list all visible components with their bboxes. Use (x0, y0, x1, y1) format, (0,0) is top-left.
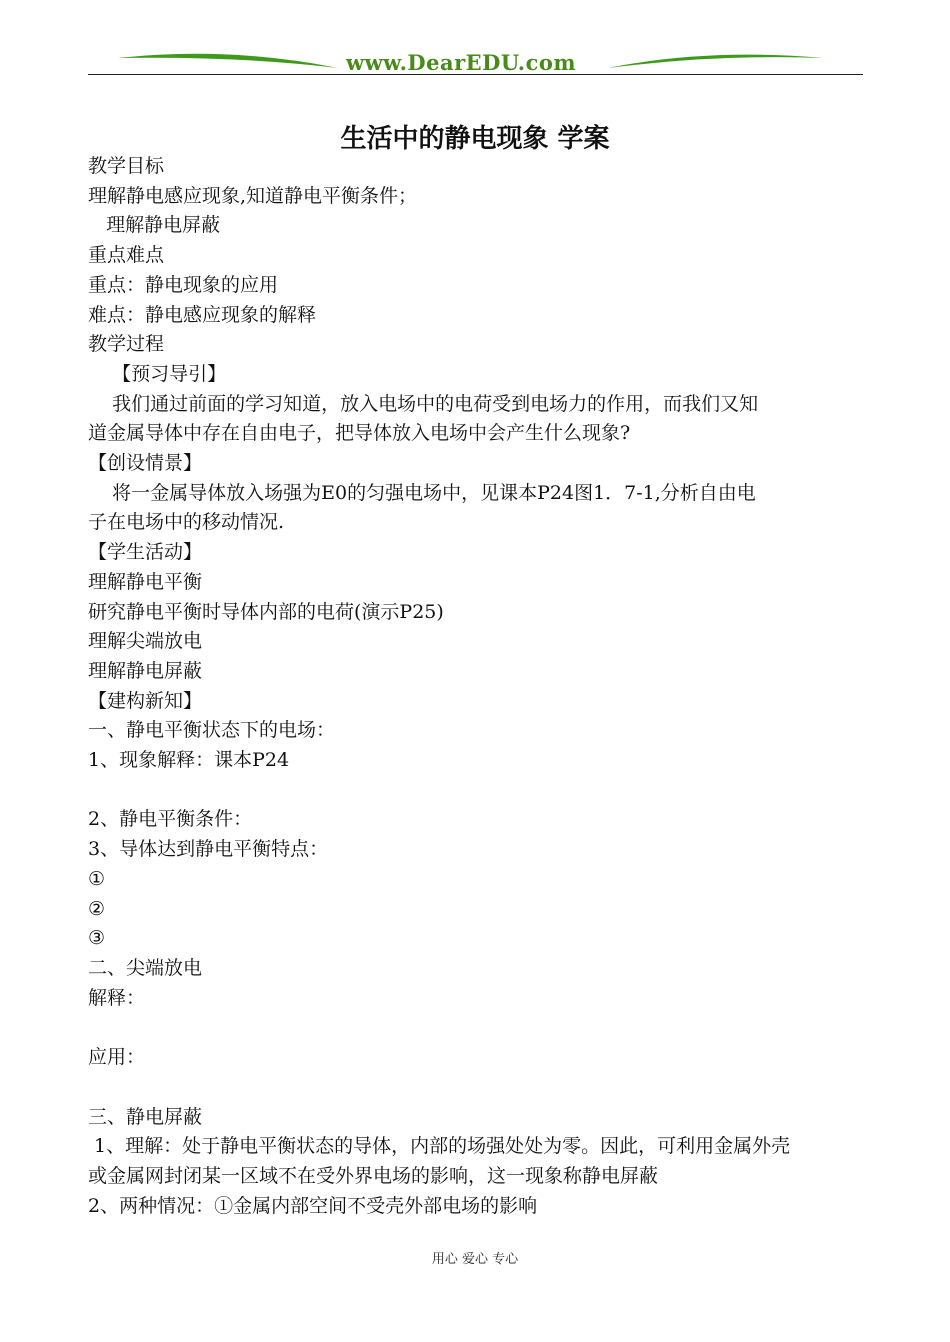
text-line: 理解静电屏蔽 (88, 214, 221, 237)
text-line: 二、尖端放电 (88, 956, 203, 979)
section-heading: 【学生活动】 (88, 541, 203, 564)
text-line: 子在电场中的移动情况. (88, 511, 285, 534)
text-line: 重点难点 (88, 244, 165, 267)
text-line: ① (88, 867, 106, 890)
header-rule (88, 74, 863, 75)
blank-line (88, 1073, 866, 1103)
text-line: 我们通过前面的学习知道，放入电场中的电荷受到电场力的作用，而我们又知 (88, 392, 759, 415)
blank-line (88, 1013, 866, 1043)
page-footer: 用心 爱心 专心 (431, 1252, 519, 1267)
text-line: 解释： (88, 986, 146, 1009)
site-logo-text: www.DearEDU.com (346, 50, 577, 75)
blank-line (88, 776, 866, 806)
document-body (88, 152, 866, 1221)
section-heading: 【建构新知】 (88, 689, 203, 712)
text-line: 3、导体达到静电平衡特点： (88, 838, 329, 861)
text-line: 2、静电平衡条件： (88, 808, 253, 831)
page-title: 生活中的静电现象 学案 (340, 124, 610, 154)
text-line: 道金属导体中存在自由电子，把导体放入电场中会产生什么现象? (88, 422, 631, 445)
text-line: 三、静电屏蔽 (88, 1105, 203, 1128)
text-line: 2、两种情况：①金属内部空间不受壳外部电场的影响 (88, 1194, 538, 1217)
text-line: 1、现象解释：课本P24 (88, 749, 290, 772)
text-line: 理解静电感应现象,知道静电平衡条件； (88, 184, 418, 207)
section-heading: 【预习导引】 (88, 362, 227, 385)
text-line: 研究静电平衡时导体内部的电荷(演示P25) (88, 600, 444, 623)
text-line: 理解尖端放电 (88, 630, 203, 653)
text-line: 教学目标 (88, 155, 165, 177)
text-line: 理解静电屏蔽 (88, 659, 203, 682)
text-line: 将一金属导体放入场强为E0的匀强电场中，见课本P24图1．7-1,分析自由电 (88, 481, 756, 504)
text-line: 一、静电平衡状态下的电场： (88, 719, 336, 742)
text-line: 或金属网封闭某一区域不在受外界电场的影响，这一现象称静电屏蔽 (88, 1164, 659, 1187)
text-line: ③ (88, 927, 106, 950)
text-line: 教学过程 (88, 333, 165, 356)
text-line: 1、理解：处于静电平衡状态的导体，内部的场强处处为零。因此，可利用金属外壳 (88, 1135, 791, 1158)
text-line: 理解静电平衡 (88, 570, 203, 593)
text-line: 应用： (88, 1046, 146, 1069)
text-line: 难点：静电感应现象的解释 (88, 303, 317, 326)
text-line: 重点：静电现象的应用 (88, 273, 279, 296)
text-line: ② (88, 897, 106, 920)
section-heading: 【创设情景】 (88, 452, 203, 475)
